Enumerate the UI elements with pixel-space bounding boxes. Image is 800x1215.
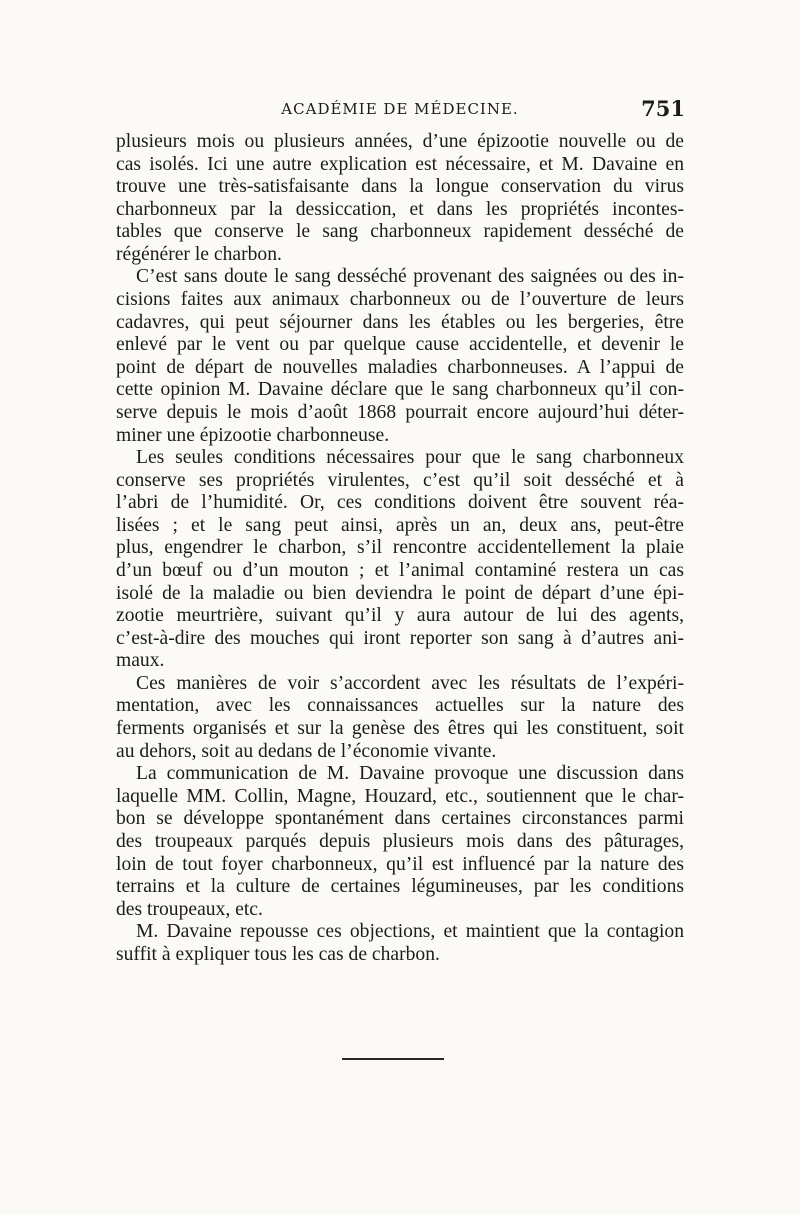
text-line: cette opinion M. Davaine déclare que le sang charbonneux qu’il con- [116, 379, 684, 401]
text-line: régénérer le charbon. [116, 243, 282, 265]
text-line: point de départ de nouvelles maladies charbonneuses. A l’appui de [116, 356, 684, 378]
text-line: maux. [116, 650, 165, 672]
text-line: Ces manières de voir s’accordent avec les résultats de l’expéri- [136, 672, 684, 694]
text-line: trouve une très-satisfaisante dans la longue conservation du virus [116, 176, 684, 198]
page-number: 751 [641, 96, 685, 121]
text-line: plus, engendrer le charbon, s’il rencontre accidentellement la plaie [116, 537, 684, 559]
text-line: C’est sans doute le sang desséché provenant des saignées ou des in- [136, 266, 684, 288]
text-line: zootie meurtrière, suivant qu’il y aura autour de lui des agents, [116, 605, 684, 627]
text-line: des troupeaux parqués depuis plusieurs mois dans des pâturages, [116, 830, 684, 852]
text-line: des troupeaux, etc. [116, 898, 263, 920]
text-line: mentation, avec les connaissances actuelles sur la nature des [116, 695, 684, 717]
running-head [115, 96, 685, 120]
running-title: ACADÉMIE DE MÉDECINE. [281, 100, 519, 118]
text-line: charbonneux par la dessiccation, et dans les propriétés incontes- [116, 198, 684, 220]
text-line: miner une épizootie charbonneuse. [116, 424, 390, 446]
text-line: d’un bœuf ou d’un mouton ; et l’animal contaminé restera un cas [116, 559, 684, 581]
text-line: terrains et la culture de certaines légumineuses, par les conditions [116, 876, 684, 898]
text-line: bon se développe spontanément dans certaines circonstances parmi [116, 808, 684, 830]
closing-rule [342, 1058, 444, 1060]
text-line: c’est-à-dire des mouches qui iront reporter son sang à d’autres ani- [116, 627, 684, 649]
text-line: suffit à expliquer tous les cas de charbon. [116, 943, 440, 965]
text-line: cas isolés. Ici une autre explication est nécessaire, et M. Davaine en [116, 153, 684, 175]
text-line: au dehors, soit au dedans de l’économie vivante. [116, 740, 497, 762]
text-line: plusieurs mois ou plusieurs années, d’une épizootie nouvelle ou de [116, 131, 684, 152]
text-line: M. Davaine repousse ces objections, et maintient que la contagion [136, 921, 684, 943]
text-line: cisions faites aux animaux charbonneux ou de l’ouverture de leurs [116, 289, 684, 311]
text-line: lisées ; et le sang peut ainsi, après un an, deux ans, peut-être [116, 514, 684, 536]
text-line: ferments organisés et sur la genèse des êtres qui les constituent, soit [116, 718, 684, 740]
text-line: enlevé par le vent ou par quelque cause accidentelle, et devenir le [116, 334, 684, 356]
text-line: tables que conserve le sang charbonneux rapidement desséché de [116, 221, 684, 243]
text-line: Les seules conditions nécessaires pour que le sang charbonneux [136, 447, 684, 469]
text-line: La communication de M. Davaine provoque une discussion dans [136, 763, 684, 785]
text-line: isolé de la maladie ou bien deviendra le point de départ d’une épi- [116, 582, 684, 604]
text-line: loin de tout foyer charbonneux, qu’il est influencé par la nature des [116, 853, 684, 875]
text-line: l’abri de l’humidité. Or, ces conditions doivent être souvent réa- [116, 492, 684, 514]
body-text [116, 131, 684, 966]
text-line: serve depuis le mois d’août 1868 pourrait encore aujourd’hui déter- [116, 401, 684, 423]
text-line: conserve ses propriétés virulentes, c’est qu’il soit desséché et à [116, 469, 684, 491]
text-line: laquelle MM. Collin, Magne, Houzard, etc., soutiennent que le char- [116, 785, 684, 807]
text-line: cadavres, qui peut séjourner dans les étables ou les bergeries, être [116, 311, 684, 333]
